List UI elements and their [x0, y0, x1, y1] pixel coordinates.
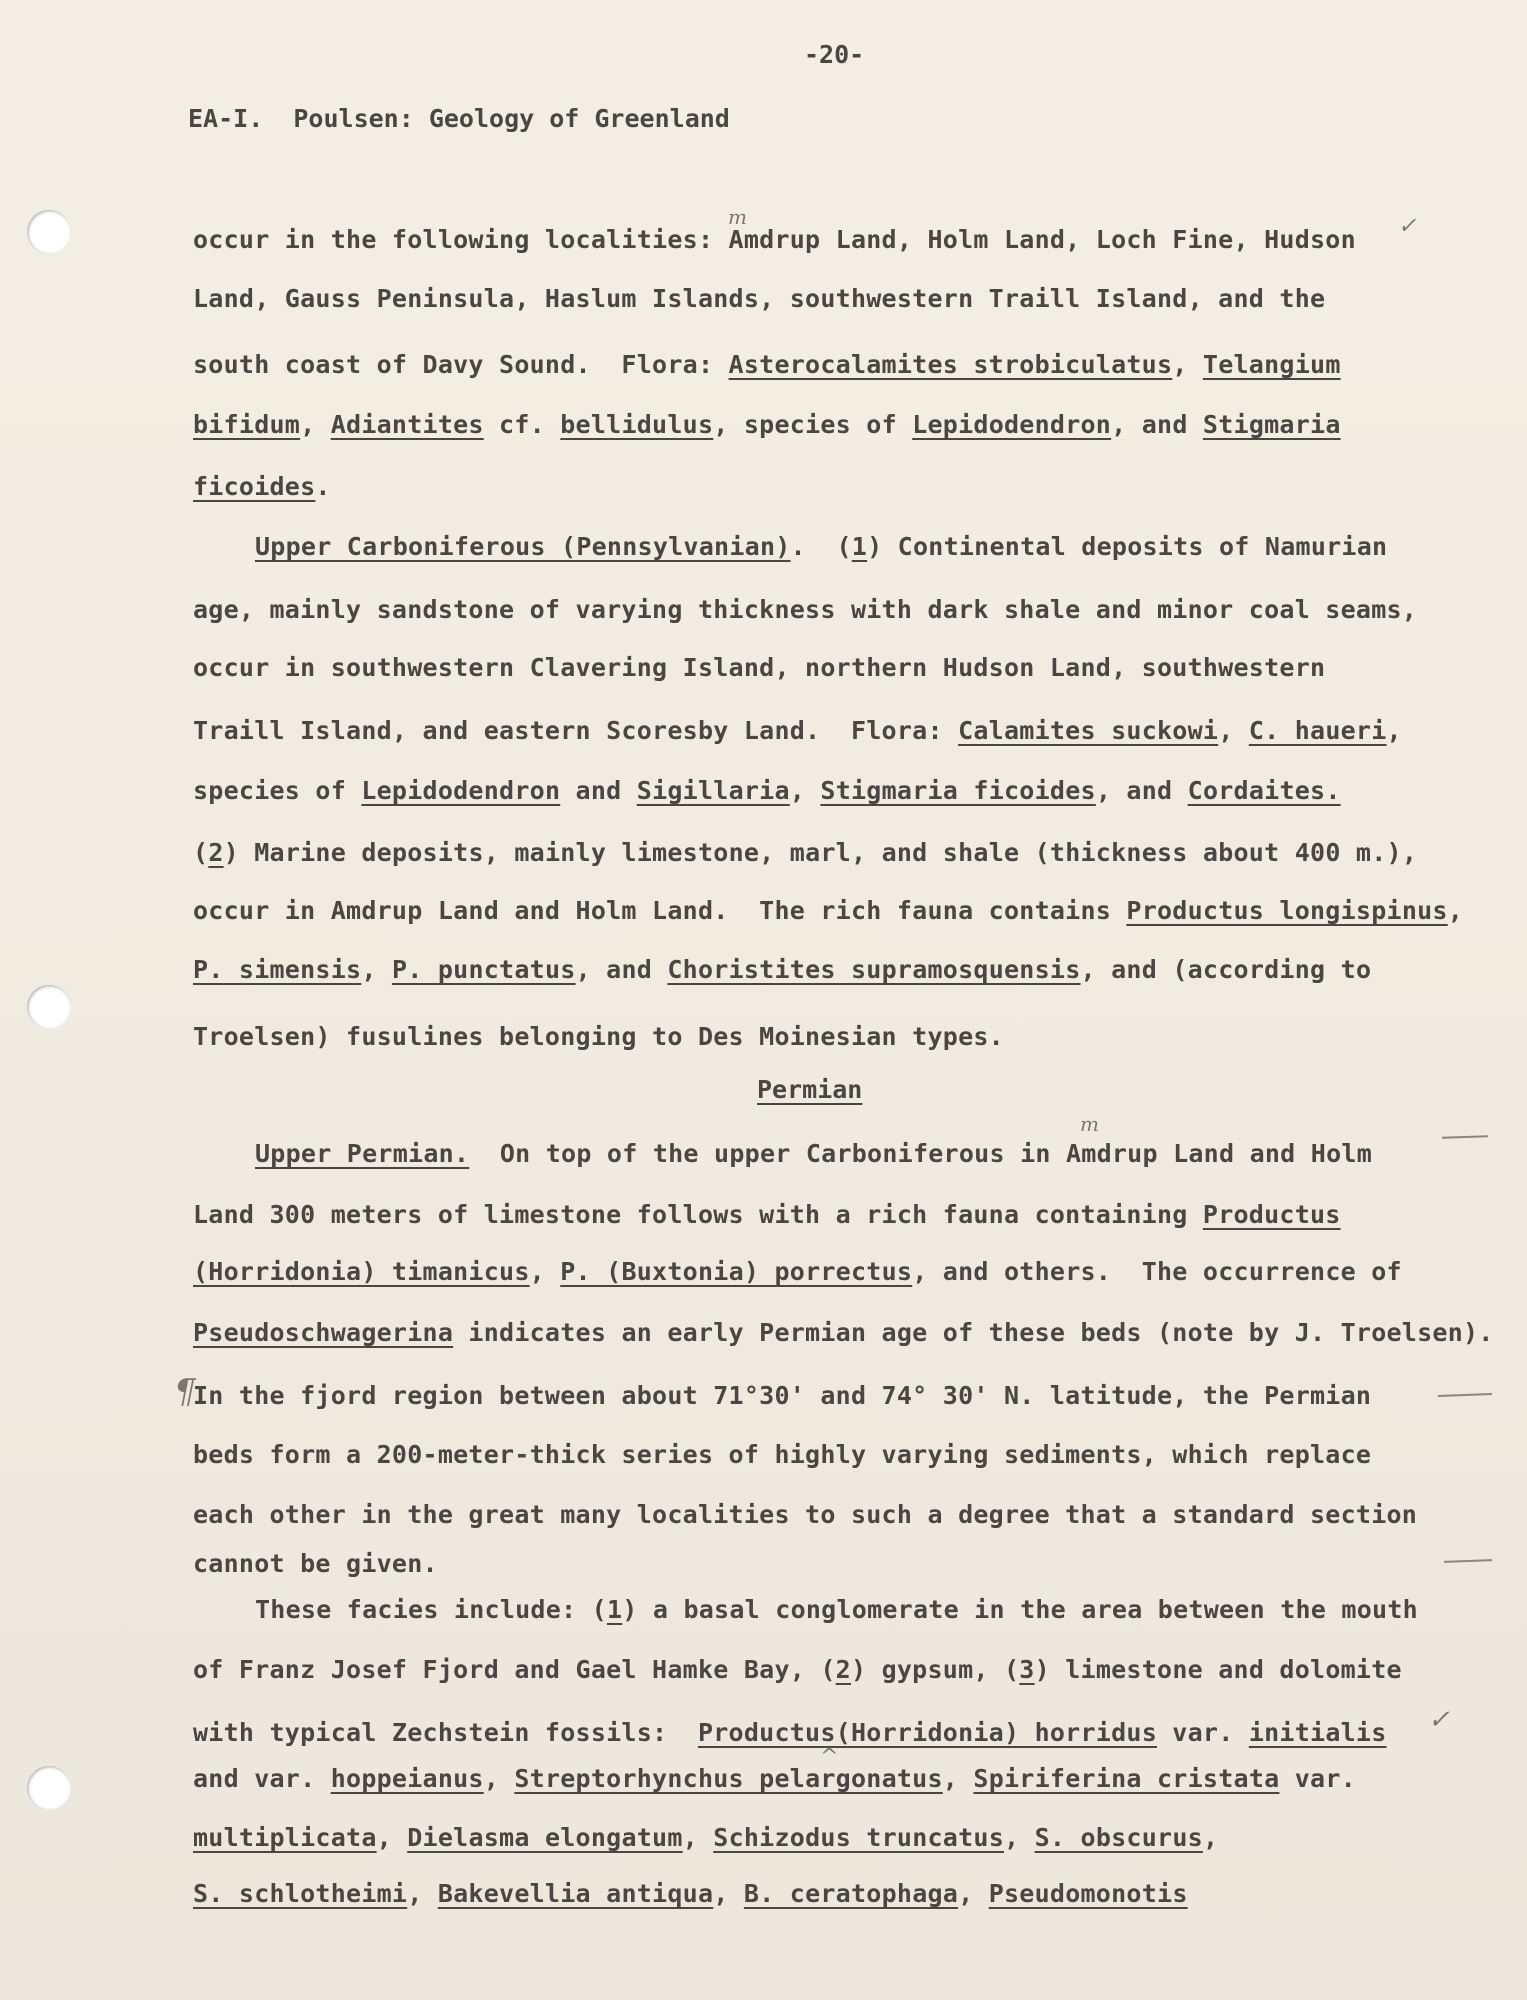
body-line [255, 1595, 1418, 1624]
underlined-term: Calamites suckowi [958, 716, 1219, 745]
text-segment: Troelsen) fusulines belonging to Des Moinesian types. [193, 1022, 1004, 1051]
underlined-term: initialis [1248, 1718, 1387, 1747]
text-segment: with typical Zechstein fossils: [193, 1718, 698, 1747]
underlined-term: Sigillaria [636, 776, 790, 805]
underlined-term: Upper Permian. [255, 1139, 470, 1168]
text-segment: and [560, 776, 637, 805]
underlined-term: Telangium [1202, 350, 1341, 379]
margin-dash [1438, 1393, 1492, 1397]
underlined-term: Stigmaria [1202, 410, 1341, 439]
underlined-term: 1 [606, 1595, 623, 1624]
body-line [255, 1139, 1372, 1168]
page-number: -20- [804, 40, 865, 69]
underlined-term: S. schlotheimi [193, 1879, 408, 1908]
underlined-term: P. (Buxtonia) porrectus [560, 1257, 913, 1286]
text-segment: , [713, 1879, 744, 1908]
underlined-term: Pseudomonotis [988, 1879, 1188, 1908]
body-line [193, 595, 1417, 624]
text-segment: of Franz Josef Fjord and Gael Hamke Bay, ( [193, 1655, 836, 1684]
text-segment: occur in southwestern Clavering Island, northern Hudson Land, southwestern [193, 653, 1326, 682]
underlined-term: 2 [835, 1655, 851, 1684]
text-segment: beds form a 200-meter-thick series of highly varying sediments, which replace [193, 1440, 1372, 1469]
underlined-term: Lepidodendron [361, 776, 561, 805]
text-segment: var. [1157, 1718, 1249, 1747]
underlined-term: Cordaites. [1187, 776, 1341, 805]
underlined-term: Productus longispinus [1126, 896, 1448, 925]
text-segment: , [1386, 716, 1402, 745]
punch-hole-top [27, 210, 71, 254]
text-segment: These facies include: ( [255, 1595, 607, 1624]
underlined-term: Productus(Horridonia) horridus [697, 1718, 1157, 1747]
text-segment: occur in Amdrup Land and Holm Land. The rich fauna contains [193, 896, 1127, 925]
text-segment: ) Marine deposits, mainly limestone, marl, and shale (thickness about 400 m.), [223, 838, 1418, 867]
text-segment: , and others. The occurrence of [912, 1257, 1402, 1286]
text-segment: On top of the upper Carboniferous in Amdrup Land and Holm [469, 1139, 1372, 1168]
text-segment: , [1004, 1823, 1035, 1852]
text-segment: , [361, 955, 392, 984]
text-segment: , [300, 410, 331, 439]
text-segment: south coast of Davy Sound. Flora: [193, 350, 729, 379]
underlined-term: P. simensis [193, 955, 362, 984]
text-segment: In the fjord region between about 71°30' and 74° 30' N. latitude, the Permian [193, 1381, 1372, 1410]
text-segment: , and [575, 955, 668, 984]
handwritten-m-correction: m [1080, 1112, 1099, 1136]
body-line [193, 410, 1341, 439]
underlined-term: Choristites supramosquensis [667, 955, 1081, 984]
text-segment: Land 300 meters of limestone follows with a rich fauna containing [193, 1200, 1203, 1229]
body-line [193, 472, 331, 501]
text-segment: , [1172, 350, 1203, 379]
body-line [193, 1549, 438, 1578]
text-segment: ) Continental deposits of Namurian [867, 532, 1388, 561]
text-segment: , [483, 1764, 515, 1793]
underlined-term: 2 [208, 838, 224, 867]
text-segment: species of [193, 776, 362, 805]
text-segment: , [1218, 716, 1249, 745]
underlined-term: hoppeianus [330, 1764, 484, 1793]
body-line [193, 225, 1356, 254]
underlined-term: Productus [1202, 1200, 1341, 1229]
text-segment: , species of [713, 410, 913, 439]
underlined-term: bifidum [193, 410, 301, 439]
text-segment: indicates an early Permian age of these beds (note by J. Troelsen). [453, 1318, 1494, 1347]
body-line [193, 1022, 1004, 1051]
body-line [193, 1764, 1356, 1793]
body-line [193, 1718, 1387, 1747]
underlined-term: Adiantites [330, 410, 484, 439]
text-segment: , [1202, 1823, 1219, 1852]
text-segment: , [407, 1879, 438, 1908]
underlined-term: Lepidodendron [912, 410, 1112, 439]
text-segment: , [529, 1257, 561, 1286]
text-segment: , [958, 1879, 989, 1908]
margin-dash [1442, 1135, 1488, 1139]
section-heading: Permian [757, 1075, 863, 1104]
underlined-term: Spiriferina cristata [973, 1764, 1280, 1793]
body-line [193, 1318, 1494, 1347]
underlined-term: 3 [1019, 1655, 1035, 1684]
check-mark-icon: ✓ [1428, 1705, 1450, 1735]
body-line [193, 1500, 1417, 1529]
body-line [193, 776, 1341, 805]
punch-hole-middle [27, 985, 71, 1029]
underlined-term: B. ceratophaga [743, 1879, 959, 1908]
body-line [193, 1257, 1402, 1286]
body-line [255, 532, 1387, 561]
underlined-term: 1 [851, 532, 868, 561]
text-segment: Land, Gauss Peninsula, Haslum Islands, southwestern Traill Island, and the [193, 284, 1326, 313]
body-line [193, 284, 1325, 313]
underlined-term: Pseudoschwagerina [193, 1318, 454, 1347]
text-segment: ) limestone and dolomite [1034, 1655, 1402, 1684]
body-line [193, 1655, 1402, 1684]
underlined-term: Upper Carboniferous (Pennsylvanian) [255, 532, 791, 561]
underlined-term: Bakevellia antiqua [437, 1879, 714, 1908]
text-segment: , and (according to [1080, 955, 1372, 984]
underlined-term: multiplicata [193, 1823, 377, 1852]
text-segment: each other in the great many localities to such a degree that a standard section [193, 1500, 1418, 1529]
body-line [193, 1381, 1371, 1410]
text-segment: ) a basal conglomerate in the area between the mouth [622, 1595, 1418, 1624]
underlined-term: Dielasma elongatum [407, 1823, 683, 1852]
body-line [193, 1200, 1341, 1229]
text-segment: , and [1111, 410, 1203, 439]
text-segment: and var. [193, 1764, 331, 1793]
text-segment: cannot be given. [193, 1549, 438, 1578]
text-segment: , [942, 1764, 974, 1793]
body-line [193, 653, 1325, 682]
text-segment: , and [1095, 776, 1188, 805]
text-segment: Traill Island, and eastern Scoresby Land. Flora: [193, 716, 959, 745]
text-segment: cf. [483, 410, 561, 439]
body-line [193, 838, 1417, 867]
text-segment: , [376, 1823, 408, 1852]
underlined-term: bellidulus [560, 410, 714, 439]
handwritten-m-correction: m [728, 205, 747, 229]
document-header: EA-I. Poulsen: Geology of Greenland [188, 104, 730, 133]
text-segment: , [789, 776, 821, 805]
underlined-term: (Horridonia) timanicus [193, 1257, 530, 1286]
text-segment: . ( [790, 532, 852, 561]
body-line [193, 1823, 1218, 1852]
body-line [193, 896, 1463, 925]
body-line [193, 1440, 1371, 1469]
body-line [193, 350, 1341, 379]
check-mark-icon: ✓ [1398, 214, 1417, 239]
caret-mark-icon: ^ [820, 1745, 839, 1770]
text-segment: , [682, 1823, 714, 1852]
margin-dash [1444, 1559, 1492, 1563]
text-segment: age, mainly sandstone of varying thickness with dark shale and minor coal seams, [193, 595, 1418, 624]
text-segment: ( [193, 838, 209, 867]
body-line [193, 1879, 1188, 1908]
text-segment: . [315, 472, 331, 501]
body-line [193, 955, 1371, 984]
underlined-term: Schizodus truncatus [713, 1823, 1005, 1852]
punch-hole-bottom [27, 1766, 71, 1810]
underlined-term: C. haueri [1248, 716, 1387, 745]
underlined-term: S. obscurus [1034, 1823, 1203, 1852]
text-segment: var. [1279, 1764, 1356, 1793]
body-line [193, 716, 1402, 745]
underlined-term: ficoides [193, 472, 316, 501]
paragraph-mark-icon: ¶ [174, 1372, 196, 1412]
underlined-term: Asterocalamites strobiculatus [728, 350, 1173, 379]
underlined-term: Streptorhynchus pelargonatus [514, 1764, 943, 1793]
text-segment: ) gypsum, ( [850, 1655, 1020, 1684]
text-segment: , [1447, 896, 1464, 925]
underlined-term: Stigmaria ficoides [820, 776, 1096, 805]
text-segment: occur in the following localities: Amdrup Land, Holm Land, Loch Fine, Hudson [193, 225, 1356, 254]
underlined-term: P. punctatus [391, 955, 576, 984]
